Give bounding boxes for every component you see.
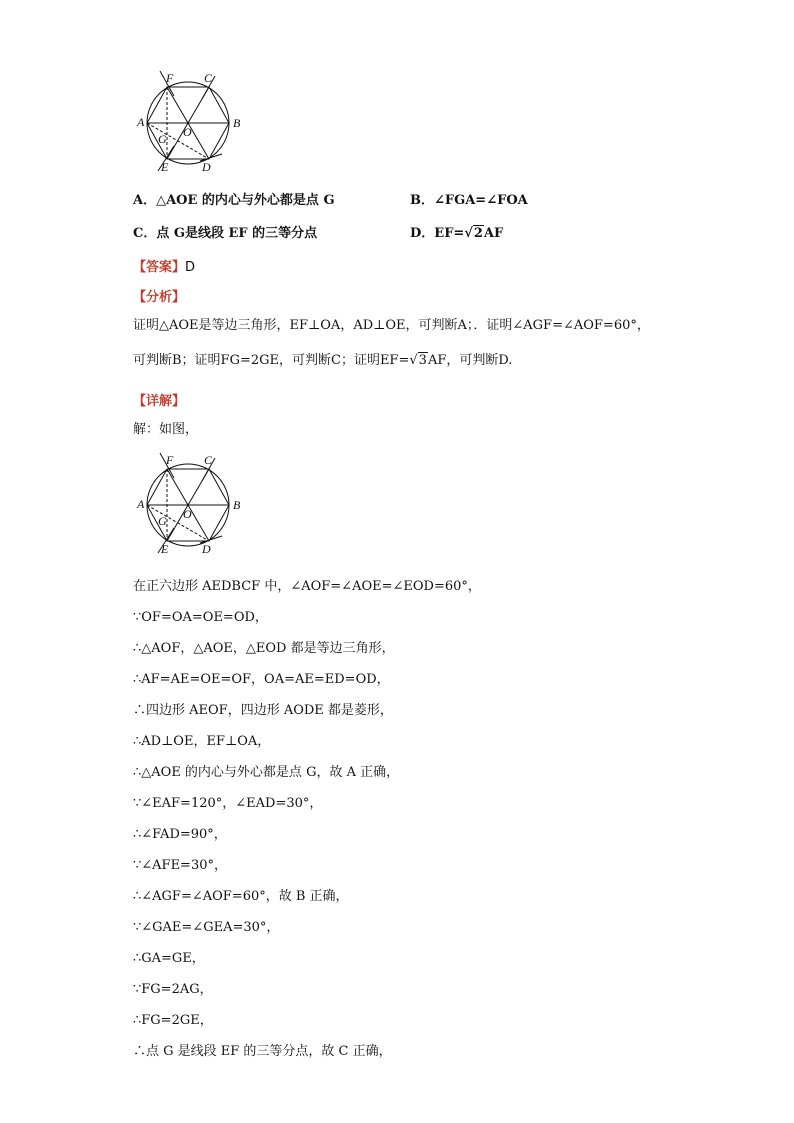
detail-step: ∴∠AGF=∠AOF=60°，故 B 正确，: [133, 889, 349, 904]
detail-step: ∴GA=GE，: [133, 951, 205, 966]
sqrt-3: √3: [409, 353, 427, 368]
label-A: A: [137, 115, 145, 129]
label-A: A: [137, 497, 145, 511]
label-B: B: [233, 498, 241, 512]
label-D: D: [202, 542, 211, 556]
answer-line: 【答案】D: [133, 260, 196, 275]
detail-step: ∵∠AFE=30°，: [133, 858, 227, 873]
label-D: D: [202, 160, 211, 174]
detail-intro: 解：如图，: [133, 422, 199, 437]
analysis-tag: 【分析】: [133, 290, 186, 305]
label-C: C: [204, 453, 213, 467]
detail-tag: 【详解】: [133, 394, 186, 409]
detail-step: ∵FG=2AG，: [133, 982, 213, 997]
detail-step: ∵OF=OA=OE=OD，: [133, 610, 268, 625]
option-c: C．点 G是线段 EF 的三等分点: [133, 226, 318, 241]
label-O: O: [183, 507, 192, 521]
analysis-line-2: 可判断B；证明FG=2GE，可判断C；证明EF=√3AF，可判断D.: [133, 353, 513, 368]
detail-step: ∴△AOE 的内心与外心都是点 G，故 A 正确，: [133, 765, 400, 780]
detail-step: ∵∠GAE=∠GEA=30°，: [133, 920, 280, 935]
detail-step: ∴△AOF，△AOE，△EOD 都是等边三角形，: [133, 641, 395, 656]
answer-value: D: [185, 260, 196, 275]
label-G: G: [158, 514, 167, 528]
hexagon-figure-1: [130, 66, 255, 178]
label-C: C: [204, 71, 213, 85]
detail-step: 在正六边形 AEDBCF 中，∠AOF=∠AOE=∠EOD=60°，: [133, 579, 481, 594]
label-F: F: [166, 453, 174, 467]
option-b: B．∠FGA=∠FOA: [410, 193, 528, 208]
detail-step: ∴FG=2GE，: [133, 1013, 213, 1028]
detail-step: ∵∠EAF=120°，∠EAD=30°，: [133, 796, 323, 811]
sqrt-2: √2: [464, 226, 483, 241]
label-G: G: [158, 132, 167, 146]
detail-step: ∴∠FAD=90°，: [133, 827, 227, 842]
label-E: E: [161, 542, 169, 556]
option-d: D．EF=√2AF: [410, 226, 504, 241]
detail-step: ∴四边形 AEOF，四边形 AODE 都是菱形，: [133, 703, 393, 718]
label-F: F: [166, 71, 174, 85]
label-B: B: [233, 116, 241, 130]
detail-step: ∴AD⊥OE，EF⊥OA，: [133, 734, 271, 749]
hexagon-figure-2: [130, 448, 255, 560]
option-a: A．△AOE 的内心与外心都是点 G: [133, 193, 335, 208]
detail-step: ∴点 G 是线段 EF 的三等分点，故 C 正确，: [133, 1044, 392, 1059]
analysis-line-1: 证明△AOE是等边三角形，EF⊥OA，AD⊥OE，可判断A；．证明∠AGF=∠AOF=60°，: [133, 318, 650, 333]
detail-step: ∴AF=AE=OE=OF，OA=AE=ED=OD，: [133, 672, 390, 687]
label-E: E: [161, 160, 169, 174]
label-O: O: [183, 125, 192, 139]
